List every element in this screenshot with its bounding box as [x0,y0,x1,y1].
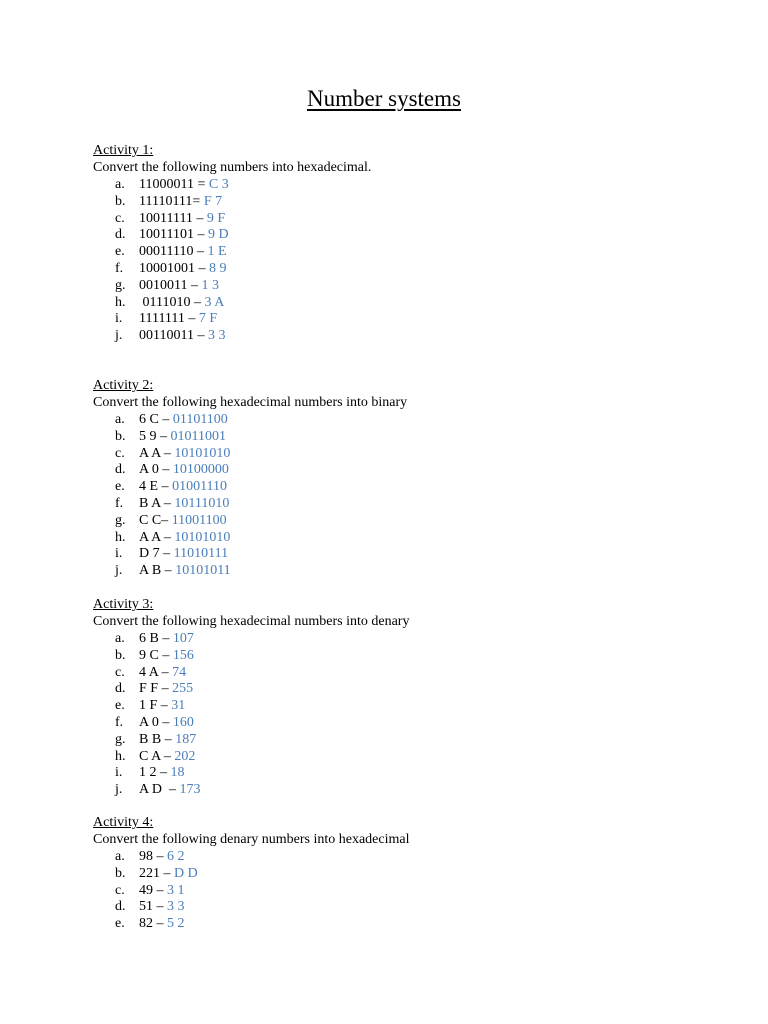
list-item-question [139,412,228,428]
question-text: A D – [139,782,180,798]
answer-text: 173 [179,782,201,798]
question-text: 4 A – [139,664,173,680]
answer-text: 31 [171,698,186,714]
list-item-question [139,749,195,765]
question-text: 51 – [139,899,167,915]
answer-text: 74 [172,664,187,680]
question-text: 11110111= [139,193,204,209]
answer-text: 11001100 [171,512,227,528]
list-item-marker: a. [115,631,125,646]
answer-text: F 7 [203,193,223,209]
list-item-marker: e. [115,916,125,932]
question-text: C A – [139,748,175,764]
list-item-question [139,462,229,478]
list-item-question [139,227,229,243]
list-item-marker: a. [115,412,125,427]
question-text: C C– [139,512,172,528]
question-text: A 0 – [139,462,173,478]
list-item-marker: j. [115,782,123,798]
list-item [93,782,713,799]
question-text: 11000011 = [139,177,209,192]
list-item [93,479,713,496]
activity-2 [93,378,713,580]
list-item [93,765,713,782]
list-item-question [139,563,231,579]
list-item-question [139,244,227,260]
activity-heading: Activity 1: [93,143,154,158]
list-item-question [139,648,194,664]
list-item-question [139,765,185,781]
activity-heading: Activity 4: [93,815,154,830]
list-item-question [139,328,225,344]
list-item-marker: a. [115,849,125,864]
list-item [93,194,713,211]
question-text: B B – [139,731,176,747]
question-text: 4 E – [139,479,173,495]
list-item [93,899,713,916]
answer-text: 8 9 [209,260,227,276]
list-item-marker: c. [115,664,125,680]
list-item [93,681,713,698]
list-item-question [139,698,185,714]
list-item-question [139,849,185,865]
answer-text: 1 E [207,244,227,260]
list-item-question [139,732,196,748]
list-item-marker: h. [115,529,126,545]
list-item-marker: f. [115,495,124,511]
list-item-marker: b. [115,193,126,209]
answer-text: 01101100 [172,412,228,427]
answer-text: 3 3 [167,899,185,915]
answer-text: 7 F [198,311,218,327]
list-item [93,866,713,883]
list-item-question [139,261,227,277]
question-text: 0010011 – [139,277,202,293]
list-item-marker: h. [115,294,126,310]
list-item-marker: g. [115,731,126,747]
list-item-marker: c. [115,445,125,461]
list-item-question [139,513,227,529]
list-item-question [139,311,217,327]
list-item-question [139,278,219,294]
list-item [93,530,713,547]
list-item [93,295,713,312]
question-text: F F – [139,681,173,697]
list-item-marker: a. [115,177,125,192]
list-item [93,715,713,732]
activity-list [93,412,713,580]
answer-text: 9 F [206,210,226,226]
list-item-marker: f. [115,260,124,276]
answer-text: 10101011 [175,563,231,579]
list-item-question [139,211,225,227]
answer-text: 6 2 [167,849,185,864]
list-item [93,698,713,715]
list-item [93,648,713,665]
answer-text: 10100000 [172,462,229,478]
answer-text: 18 [170,765,185,781]
answer-text: 156 [172,647,194,663]
question-text: A A – [139,445,175,461]
question-text: 221 – [139,865,174,881]
list-item [93,244,713,261]
question-text: A 0 – [139,714,173,730]
list-item-question [139,530,230,546]
answer-text: 5 2 [167,916,185,932]
list-item-question [139,177,229,193]
list-item-marker: h. [115,748,126,764]
activity-4 [93,815,713,933]
list-item [93,749,713,766]
question-text: 0111010 – [139,294,205,310]
list-item [93,883,713,900]
list-item-marker: g. [115,277,126,293]
list-item [93,916,713,933]
list-item-marker: e. [115,479,125,495]
answer-text: 10111010 [174,495,230,511]
question-text: 49 – [139,882,167,898]
answer-text: 107 [172,631,194,646]
list-item-marker: i. [115,546,123,562]
answer-text: 255 [172,681,194,697]
question-text: 1 2 – [139,765,171,781]
list-item-marker: d. [115,899,126,915]
answer-text: 9 D [207,227,229,243]
answer-text: 160 [172,714,194,730]
list-item [93,496,713,513]
question-text: A B – [139,563,176,579]
question-text: 5 9 – [139,428,171,444]
list-item-marker: i. [115,765,123,781]
answer-text: 1 3 [201,277,219,293]
activity-list [93,631,713,799]
list-item-question [139,429,226,445]
list-item [93,563,713,580]
list-item-marker: d. [115,227,126,243]
list-item-question [139,866,198,882]
question-text: 9 C – [139,647,173,663]
question-text: 1 F – [139,698,172,714]
list-item [93,446,713,463]
list-item-marker: g. [115,512,126,528]
list-item-marker: i. [115,311,123,327]
answer-text: 10101010 [174,529,231,545]
list-item-marker: c. [115,210,125,226]
question-text: 00110011 – [139,328,208,344]
activity-instruction: Convert the following hexadecimal numbers into denary [93,614,410,629]
answer-text: 202 [174,748,196,764]
question-text: 98 – [139,849,167,864]
list-item-marker: d. [115,681,126,697]
answer-text: D D [174,865,198,881]
list-item [93,429,713,446]
list-item-question [139,631,194,647]
activity-heading: Activity 3: [93,597,154,612]
list-item-question [139,883,185,899]
activity-1 [93,143,713,345]
answer-text: 187 [175,731,197,747]
activity-list [93,177,713,345]
list-item [93,177,713,194]
list-item [93,513,713,530]
list-item-marker: b. [115,428,126,444]
list-item-question [139,295,224,311]
activity-list [93,849,713,933]
list-item [93,261,713,278]
list-item [93,211,713,228]
question-text: 6 B – [139,631,173,646]
list-item-question [139,681,193,697]
answer-text: 3 A [204,294,225,310]
list-item-marker: b. [115,647,126,663]
activity-instruction: Convert the following hexadecimal numbers into binary [93,395,408,410]
question-text: 10001001 – [139,260,209,276]
question-text: 10011111 – [139,210,207,226]
list-item-question [139,194,222,210]
question-text: D 7 – [139,546,174,562]
list-item [93,631,713,648]
question-text: A A – [139,529,175,545]
list-item-marker: j. [115,328,123,344]
activity-3 [93,597,713,799]
answer-text: 3 3 [207,328,226,344]
list-item-marker: b. [115,865,126,881]
list-item-marker: e. [115,244,125,260]
list-item-marker: e. [115,698,125,714]
list-item-question [139,446,230,462]
list-item-question [139,496,229,512]
list-item-question [139,479,227,495]
list-item [93,462,713,479]
answer-text: 01001110 [172,479,228,495]
question-text: 6 C – [139,412,173,427]
list-item [93,227,713,244]
answer-text: 11010111 [173,546,229,562]
list-item-question [139,715,194,731]
list-item-question [139,899,185,915]
list-item-marker: f. [115,714,124,730]
list-item [93,311,713,328]
list-item-question [139,782,200,798]
activity-instruction: Convert the following numbers into hexadecimal. [93,160,372,175]
list-item-question [139,546,228,562]
list-item-question [139,665,186,681]
answer-text: 3 1 [167,882,185,898]
activity-heading: Activity 2: [93,378,154,393]
question-text: 1111111 – [139,311,199,327]
list-item-marker: d. [115,462,126,478]
list-item [93,849,713,866]
activity-instruction: Convert the following denary numbers into hexadecimal [93,832,410,847]
question-text: 00011110 – [139,244,208,260]
list-item [93,278,713,295]
list-item-marker: j. [115,563,123,579]
question-text: 82 – [139,916,167,932]
question-text: B A – [139,495,175,511]
list-item [93,546,713,563]
list-item-question [139,916,185,932]
list-item [93,328,713,345]
list-item [93,412,713,429]
list-item-marker: c. [115,882,125,898]
list-item [93,665,713,682]
answer-text: 10101010 [174,445,231,461]
answer-text: C 3 [208,177,229,192]
page-title: Number systems [307,86,461,111]
question-text: 10011101 – [139,227,208,243]
list-item [93,732,713,749]
answer-text: 01011001 [170,428,226,444]
